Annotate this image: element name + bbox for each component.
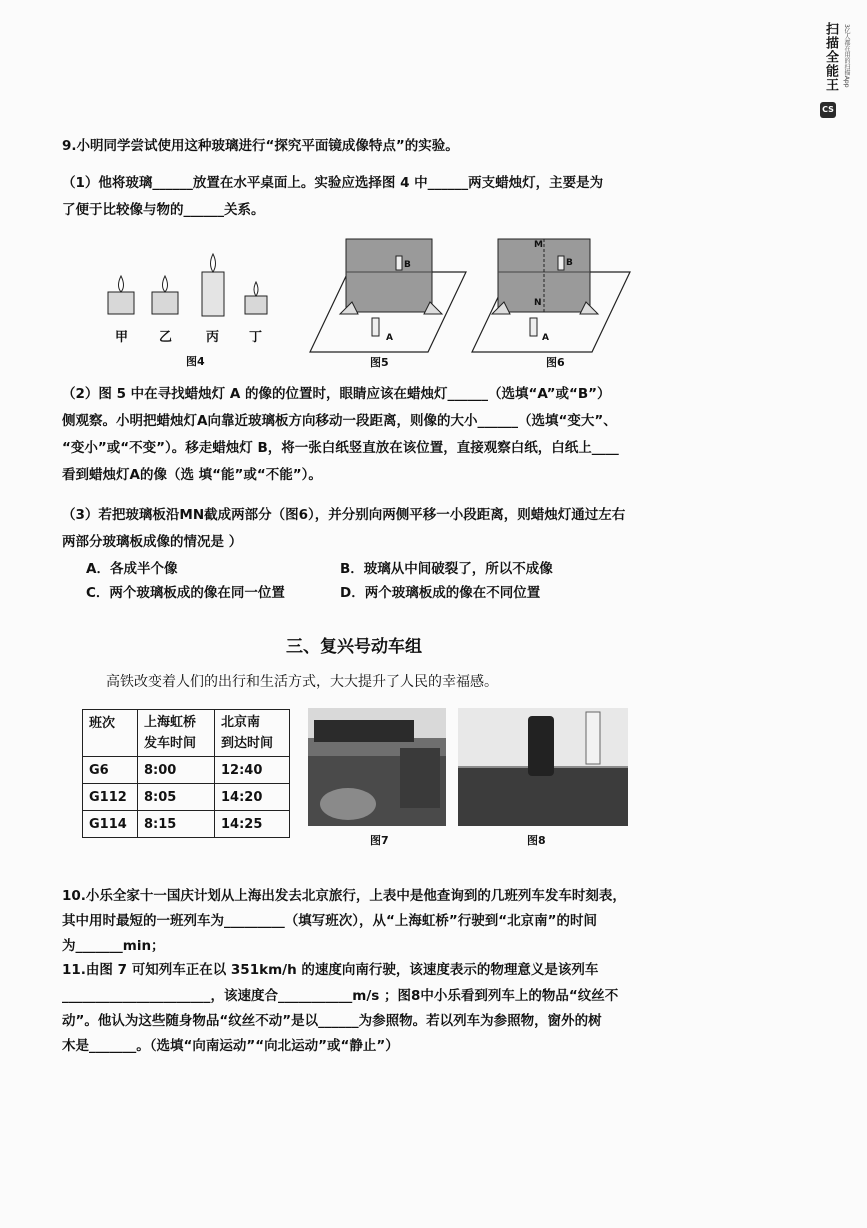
cell-arrive: 14:25: [215, 811, 290, 838]
table-header-train: 班次: [83, 710, 138, 757]
watermark-tagline: 3亿人都在用的扫描App: [843, 24, 850, 88]
q9-part2-line2: 侧观察。小明把蜡烛灯A向靠近玻璃板方向移动一段距离，则像的大小______（选填“变大”、: [62, 413, 617, 429]
candles-illustration: [100, 250, 280, 320]
scanner-watermark: [818, 14, 858, 124]
option-a[interactable]: A．各成半个像: [86, 561, 178, 577]
section-title: 三、复兴号动车组: [286, 637, 422, 657]
table-row: [83, 811, 290, 838]
figure-4-caption: 图4: [186, 355, 205, 368]
table-row: [83, 710, 290, 757]
candle-label-bing: 丙: [206, 330, 220, 345]
section-intro: 高铁改变着人们的出行和生活方式，大大提升了人民的幸福感。: [106, 674, 498, 690]
cell-depart: 8:15: [138, 811, 215, 838]
q10-line2: 其中用时最短的一班列车为_________（填写班次），从“上海虹桥”行驶到“北京南”的时间: [62, 913, 597, 929]
watermark-brand: 扫描全能王: [823, 22, 838, 92]
cell-arrive: 14:20: [215, 784, 290, 811]
q9-part2-line4: 看到蜡烛灯A的像（选 填“能”或“不能”）。: [62, 467, 322, 483]
option-b[interactable]: B．玻璃从中间破裂了，所以不成像: [340, 561, 553, 577]
candle-label-jia: 甲: [115, 330, 129, 345]
header-depart-station: 上海虹桥: [144, 715, 197, 730]
q9-part2-line3: “变小”或“不变”）。移走蜡烛灯 B，将一张白纸竖直放在该位置，直接观察白纸，白纸上____: [62, 440, 619, 456]
train-interior-photo: [308, 708, 446, 826]
cell-depart: 8:05: [138, 784, 215, 811]
fig5-label-a: A: [386, 333, 393, 343]
figure-5: [308, 236, 468, 370]
fig5-label-b: B: [404, 260, 411, 270]
option-c[interactable]: C．两个玻璃板成的像在同一位置: [86, 585, 285, 601]
q11-line4: 木是_______。（选填“向南运动”“向北运动”或“静止”）: [62, 1038, 399, 1054]
timetable: [82, 709, 290, 838]
train-window-photo: [458, 708, 628, 826]
fig6-label-m: M: [534, 240, 543, 250]
table-header-depart: [138, 710, 215, 757]
fig6-label-b: B: [566, 258, 573, 268]
q9-part2-line1: （2）图 5 中在寻找蜡烛灯 A 的像的位置时，眼睛应该在蜡烛灯______（选填“A”或“B”）: [62, 386, 611, 402]
q9-part1-line1: （1）他将玻璃______放置在水平桌面上。实验应选择图 4 中______两支蜡烛灯，主要是为: [62, 175, 604, 191]
figure-8-photo: [458, 708, 628, 826]
figure-5-caption: 图5: [370, 356, 389, 369]
q11-line3: 动”。他认为这些随身物品“纹丝不动”是以______为参照物。若以列车为参照物，窗外的树: [62, 1013, 602, 1029]
candle-label-yi: 乙: [159, 330, 173, 345]
q9-part1-line2: 了便于比较像与物的______关系。: [62, 202, 265, 218]
figure-6: [468, 236, 632, 370]
cell-train: G114: [83, 811, 138, 838]
figure-4: [100, 250, 280, 370]
cell-train: G112: [83, 784, 138, 811]
candle-label-ding: 丁: [249, 330, 263, 345]
table-row: [83, 757, 290, 784]
fig6-label-n: N: [534, 298, 542, 308]
q11-line2: ______________________，该速度合___________m/s ；图8中小乐看到列车上的物品“纹丝不: [62, 988, 619, 1004]
fig6-label-a: A: [542, 333, 549, 343]
header-arrive-time: 到达时间: [221, 736, 274, 751]
timetable-table: [82, 709, 290, 838]
figure-7-caption: 图7: [370, 834, 389, 847]
q11-line1: 11.由图 7 可知列车正在以 351km/h 的速度向南行驶，该速度表示的物理意义是该列车: [62, 962, 599, 978]
cell-depart: 8:00: [138, 757, 215, 784]
cell-arrive: 12:40: [215, 757, 290, 784]
q9-title: 9.小明同学尝试使用这种玻璃进行“探究平面镜成像特点”的实验。: [62, 138, 459, 154]
mirror-split-illustration: [468, 236, 632, 356]
q10-line1: 10.小乐全家十一国庆计划从上海出发去北京旅行，上表中是他查询到的几班列车发车时刻表，: [62, 888, 626, 904]
q10-line3: 为_______min；: [62, 938, 165, 954]
q9-part3-line2: 两部分玻璃板成像的情况是 ）: [62, 534, 243, 550]
header-arrive-station: 北京南: [221, 715, 261, 730]
header-depart-time: 发车时间: [144, 736, 197, 751]
cs-logo-icon: CS: [820, 102, 836, 118]
figure-8-caption: 图8: [527, 834, 546, 847]
option-d[interactable]: D．两个玻璃板成的像在不同位置: [340, 585, 541, 601]
cell-train: G6: [83, 757, 138, 784]
table-header-arrive: [215, 710, 290, 757]
table-row: [83, 784, 290, 811]
q9-part3-line1: （3）若把玻璃板沿MN截成两部分（图6），并分别向两侧平移一小段距离，则蜡烛灯通过左右: [62, 507, 626, 523]
figure-6-caption: 图6: [546, 356, 565, 369]
figure-7-photo: [308, 708, 446, 826]
